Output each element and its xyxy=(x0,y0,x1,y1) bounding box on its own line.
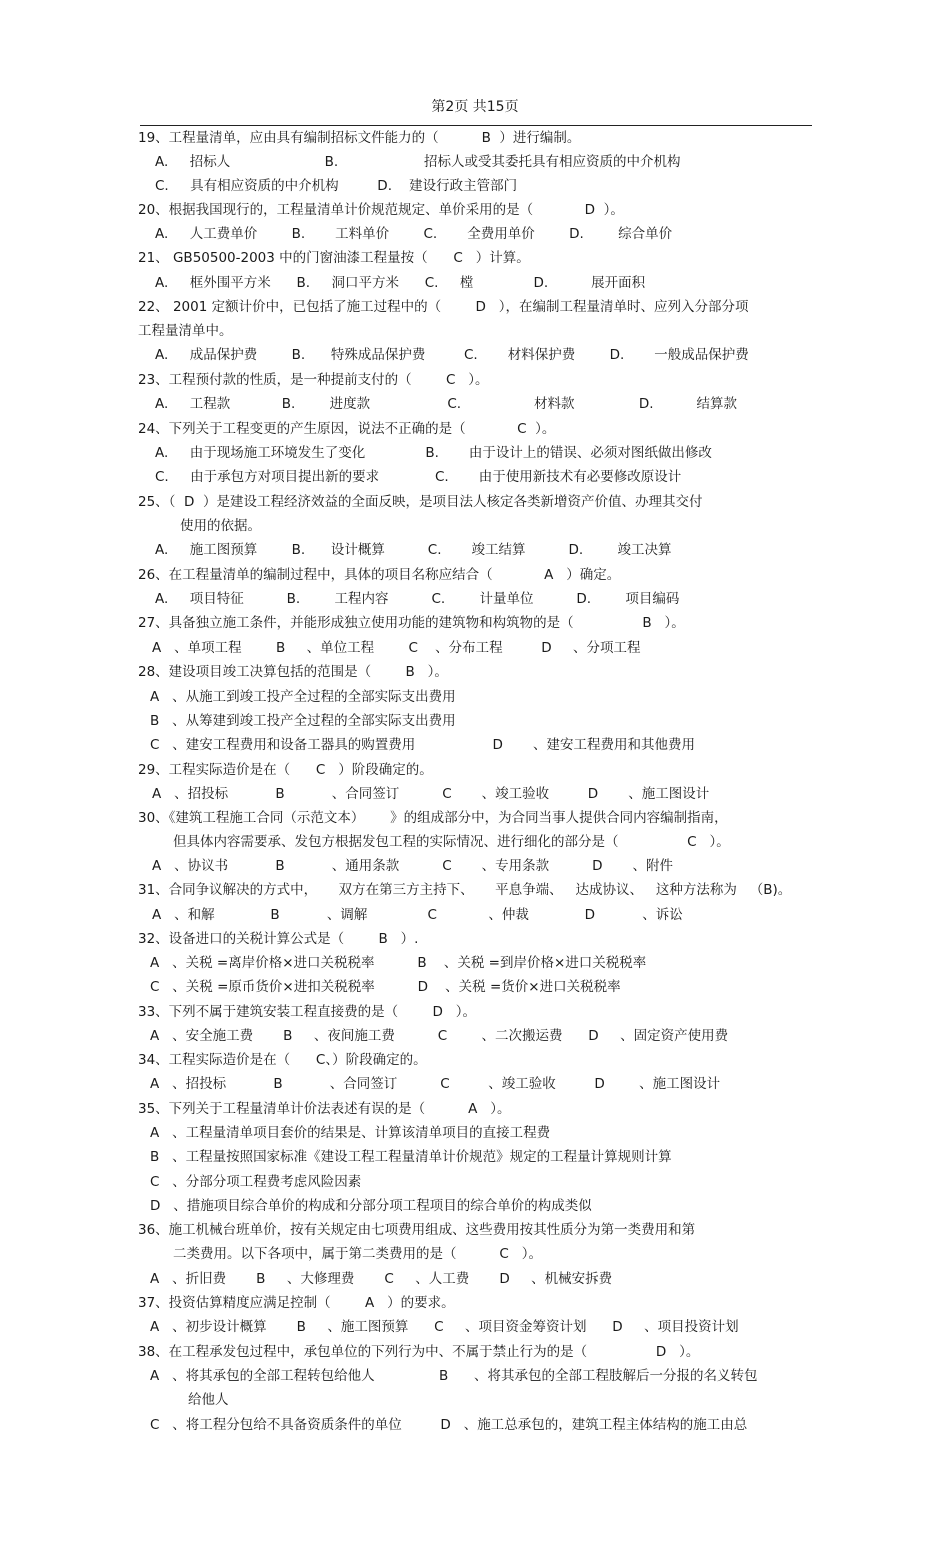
text-line: 31、合同争议解决的方式中， 双方在第三方主持下、 平息争端、 达成协议、 这种方法称为 （B)。 xyxy=(138,882,792,898)
text-line: 28、建设项目竣工决算包括的范围是（ B ）。 xyxy=(138,664,448,680)
text-line: A 、折旧费 B 、大修理费 C 、人工费 D 、机械安拆费 xyxy=(150,1271,613,1287)
text-line: A. 由于现场施工环境发生了变化 B. 由于设计上的错误、必须对图纸做出修改 xyxy=(155,445,712,461)
text-line: C 、分部分项工程费考虑风险因素 xyxy=(150,1174,362,1190)
text-line: A. 施工图预算 B. 设计概算 C. 竣工结算 D. 竣工决算 xyxy=(155,542,672,558)
text-line: 给他人 xyxy=(188,1392,229,1408)
text-line: C. 具有相应资质的中介机构 D. 建设行政主管部门 xyxy=(155,178,518,194)
text-line: A 、和解 B 、调解 C 、仲裁 D 、诉讼 xyxy=(152,907,683,923)
text-line: A. 工程款 B. 进度款 C. 材料款 D. 结算款 xyxy=(155,396,738,412)
text-line: A 、招投标 B 、合同签订 C 、竣工验收 D 、施工图设计 xyxy=(150,1076,721,1092)
text-line: 23、工程预付款的性质，是一种提前支付的（ C ）。 xyxy=(138,372,489,388)
text-line: 27、具备独立施工条件，并能形成独立使用功能的建筑物和构筑物的是（ B ）。 xyxy=(138,615,685,631)
text-line: 二类费用。以下各项中，属于第二类费用的是（ C ）。 xyxy=(173,1246,542,1262)
text-line: 35、下列关于工程量清单计价法表述有误的是（ A ）。 xyxy=(138,1101,511,1117)
text-line: C 、建安工程费用和设备工器具的购置费用 D 、建安工程费用和其他费用 xyxy=(150,737,695,753)
text-line: B 、从筹建到竣工投产全过程的全部实际支出费用 xyxy=(150,713,456,729)
text-line: 26、在工程量清单的编制过程中，具体的项目名称应结合（ A ）确定。 xyxy=(138,567,621,583)
text-line: A 、招投标 B 、合同签订 C 、竣工验收 D 、施工图设计 xyxy=(152,786,710,802)
text-line: 25、（ D ）是建设工程经济效益的全面反映，是项目法人核定各类新增资产价值、办理其交付 xyxy=(138,494,703,510)
text-line: A 、关税 =离岸价格×进口关税税率 B 、关税 =到岸价格×进口关税税率 xyxy=(150,955,647,971)
text-line: 33、下列不属于建筑安装工程直接费的是（ D ）。 xyxy=(138,1004,477,1020)
text-line: 30、《建筑工程施工合同（示范文本） 》的组成部分中，为合同当事人提供合同内容编制指南， xyxy=(138,810,728,826)
text-line: A 、初步设计概算 B 、施工图预算 C 、项目资金筹资计划 D 、项目投资计划 xyxy=(150,1319,739,1335)
header-rule xyxy=(140,125,812,126)
text-line: 20、根据我国现行的，工程量清单计价规范规定、单价采用的是（ D ）。 xyxy=(138,202,624,218)
text-line: B 、工程量按照国家标准《建设工程工程量清单计价规范》规定的工程量计算规则计算 xyxy=(150,1149,672,1165)
text-line: D 、措施项目综合单价的构成和分部分项工程项目的综合单价的构成类似 xyxy=(150,1198,592,1214)
text-line: A. 招标人 B. 招标人或受其委托具有相应资质的中介机构 xyxy=(155,154,681,170)
text-line: A 、将其承包的全部工程转包给他人 B 、将其承包的全部工程肢解后一分报的名义转包 xyxy=(150,1368,758,1384)
text-line: 22、 2001 定额计价中，已包括了施工过程中的（ D ），在编制工程量清单时、应列入分部分项 xyxy=(138,299,749,315)
text-line: 但具体内容需要承、发包方根据发包工程的实际情况、进行细化的部分是（ C ）。 xyxy=(173,834,730,850)
text-line: 使用的依据。 xyxy=(180,518,261,534)
text-line: A. 成品保护费 B. 特殊成品保护费 C. 材料保护费 D. 一般成品保护费 xyxy=(155,347,749,363)
text-line: A. 项目特征 B. 工程内容 C. 计量单位 D. 项目编码 xyxy=(155,591,680,607)
text-line: 29、工程实际造价是在（ C ）阶段确定的。 xyxy=(138,762,433,778)
text-line: A 、单项工程 B 、单位工程 C 、分布工程 D 、分项工程 xyxy=(152,640,641,656)
text-line: A 、工程量清单项目套价的结果是、计算该清单项目的直接工程费 xyxy=(150,1125,551,1141)
text-line: A 、安全施工费 B 、夜间施工费 C 、二次搬运费 D 、固定资产使用费 xyxy=(150,1028,729,1044)
text-line: C. 由于承包方对项目提出新的要求 C. 由于使用新技术有必要修改原设计 xyxy=(155,469,682,485)
text-line: 38、在工程承发包过程中，承包单位的下列行为中、不属于禁止行为的是（ D ）。 xyxy=(138,1344,700,1360)
text-line: 37、投资估算精度应满足控制（ A ）的要求。 xyxy=(138,1295,455,1311)
text-line: 工程量清单中。 xyxy=(138,323,233,339)
text-line: A. 人工费单价 B. 工料单价 C. 全费用单价 D. 综合单价 xyxy=(155,226,673,242)
text-line: C 、将工程分包给不具备资质条件的单位 D 、施工总承包的，建筑工程主体结构的施工由总 xyxy=(150,1417,748,1433)
text-line: 34、工程实际造价是在（ C、）阶段确定的。 xyxy=(138,1052,427,1068)
text-line: A 、从施工到竣工投产全过程的全部实际支出费用 xyxy=(150,689,456,705)
page-header: 第2页 共15页 xyxy=(431,99,519,115)
text-line: 36、施工机械台班单价，按有关规定由七项费用组成、这些费用按其性质分为第一类费用和第 xyxy=(138,1222,696,1238)
text-line: 24、下列关于工程变更的产生原因，说法不正确的是（ C ）。 xyxy=(138,421,556,437)
text-line: 32、设备进口的关税计算公式是（ B ）. xyxy=(138,931,419,947)
text-line: A. 框外围平方米 B. 洞口平方米 C. 樘 D. 展开面积 xyxy=(155,275,646,291)
text-line: 21、 GB50500-2003 中的门窗油漆工程量按（ C ）计算。 xyxy=(138,250,530,266)
text-line: 19、工程量清单，应由具有编制招标文件能力的（ B ）进行编制。 xyxy=(138,130,581,146)
text-line: C 、关税 =原币货价×进扣关税税率 D 、关税 =货价×进口关税税率 xyxy=(150,979,621,995)
text-line: A 、协议书 B 、通用条款 C 、专用条款 D 、附件 xyxy=(152,858,674,874)
